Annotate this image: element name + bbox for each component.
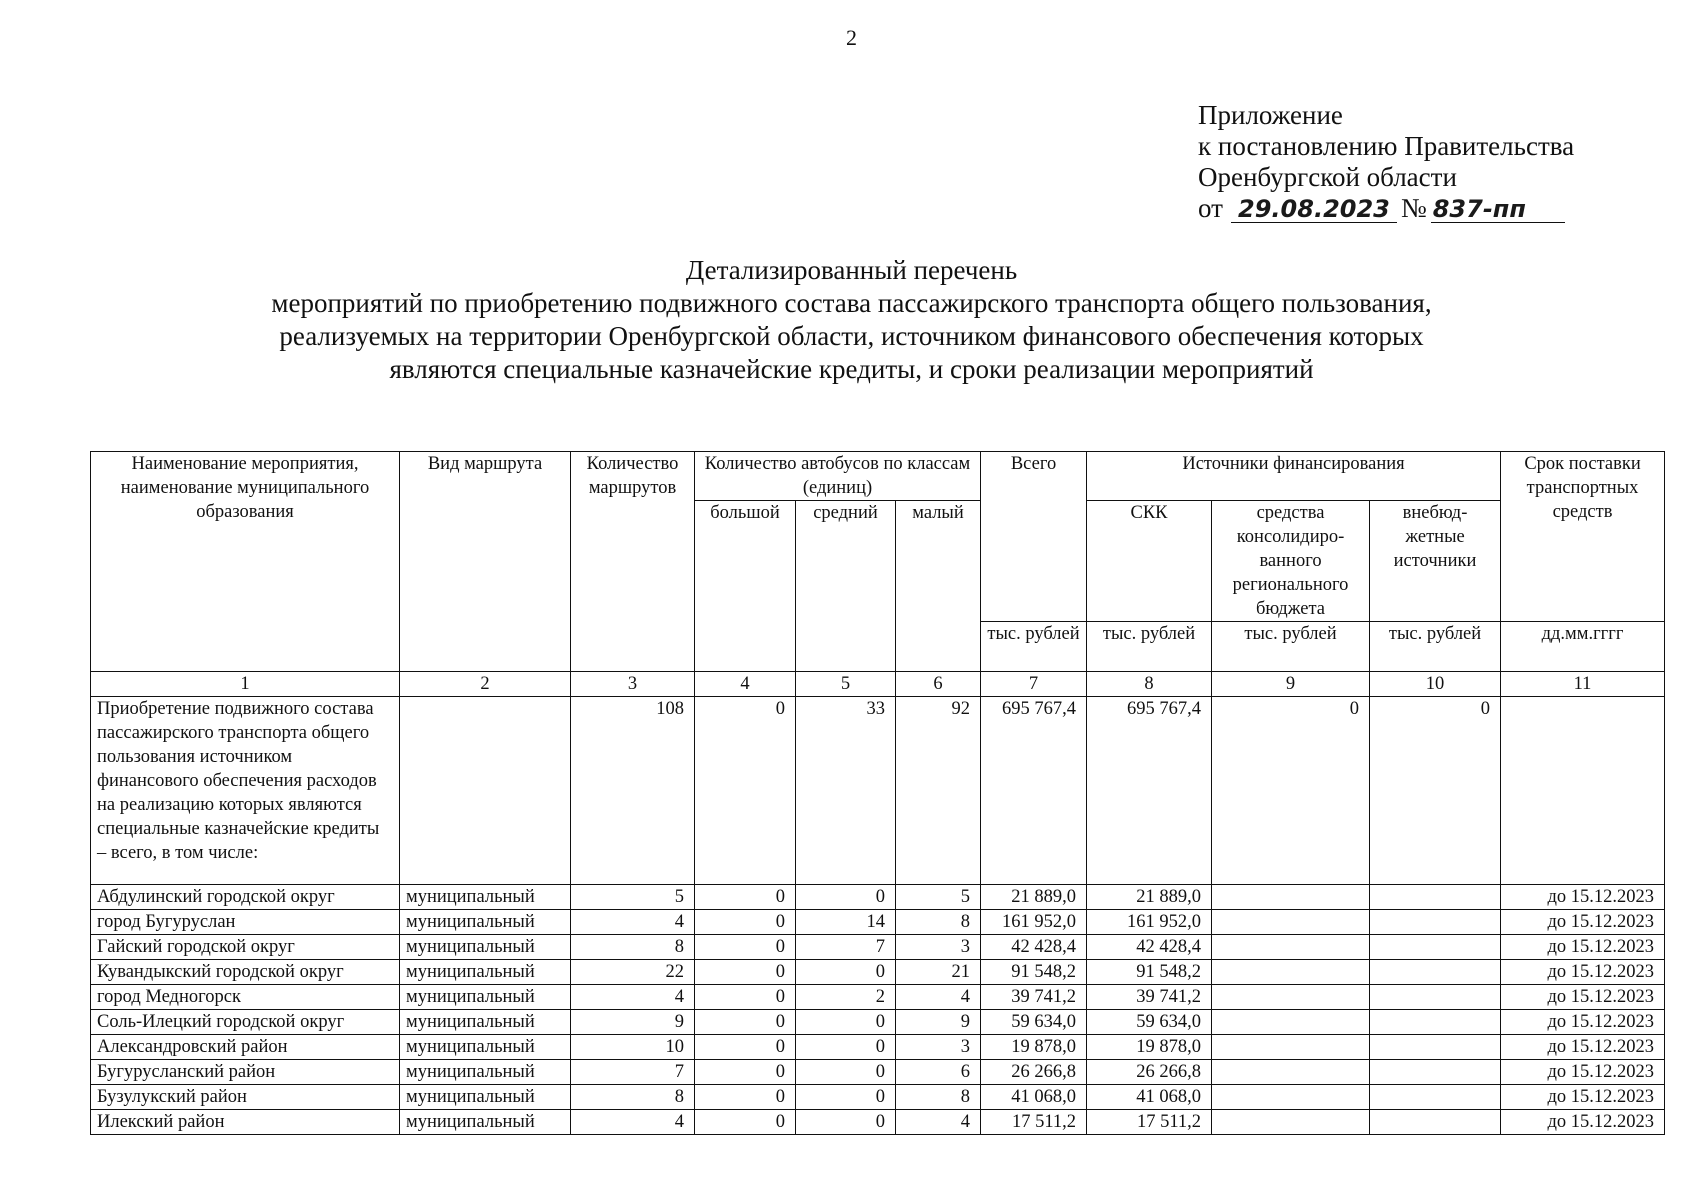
header-small: малый — [896, 501, 981, 672]
row-routes: 22 — [571, 960, 695, 985]
row-skk: 39 741,2 — [1087, 985, 1212, 1010]
table-row — [91, 985, 1665, 1010]
resolution-date: 29.08.2023 — [1231, 196, 1397, 223]
row-medium: 2 — [796, 985, 896, 1010]
row-large: 0 — [695, 960, 796, 985]
row-large: 0 — [695, 985, 796, 1010]
row-name: город Бугуруслан — [91, 910, 400, 935]
total-row — [91, 697, 1665, 885]
total-route-type — [400, 697, 571, 885]
column-number: 8 — [1087, 672, 1212, 697]
header-consolidated: средства консолидиро-ванного регионального бюджета — [1212, 501, 1370, 622]
row-consolidated — [1212, 960, 1370, 985]
column-number: 5 — [796, 672, 896, 697]
row-total: 26 266,8 — [981, 1060, 1087, 1085]
row-total: 91 548,2 — [981, 960, 1087, 985]
row-extrabudget — [1370, 985, 1501, 1010]
row-small: 4 — [896, 1110, 981, 1135]
row-consolidated — [1212, 910, 1370, 935]
row-delivery: до 15.12.2023 — [1501, 960, 1665, 985]
row-total: 59 634,0 — [981, 1010, 1087, 1035]
title-line-1: Детализированный перечень — [685, 255, 1018, 285]
row-consolidated — [1212, 885, 1370, 910]
column-number: 2 — [400, 672, 571, 697]
row-total: 41 068,0 — [981, 1085, 1087, 1110]
row-routes: 7 — [571, 1060, 695, 1085]
row-extrabudget — [1370, 960, 1501, 985]
column-number: 11 — [1501, 672, 1665, 697]
row-name: Гайский городской округ — [91, 935, 400, 960]
row-extrabudget — [1370, 1010, 1501, 1035]
row-name: Соль-Илецкий городской округ — [91, 1010, 400, 1035]
title-line-3: реализуемых на территории Оренбургской области, источником финансового обеспечения которых — [279, 321, 1424, 351]
row-route-type: муниципальный — [400, 935, 571, 960]
total-skk: 695 767,4 — [1087, 697, 1212, 885]
row-name: Бугурусланский район — [91, 1060, 400, 1085]
row-name: Бузулукский район — [91, 1085, 400, 1110]
total-large: 0 — [695, 697, 796, 885]
column-number: 6 — [896, 672, 981, 697]
row-medium: 0 — [796, 1035, 896, 1060]
total-sum: 695 767,4 — [981, 697, 1087, 885]
row-route-type: муниципальный — [400, 985, 571, 1010]
appendix-block — [1198, 100, 1574, 224]
title-line-4: являются специальные казначейские кредиты, и сроки реализации мероприятий — [389, 354, 1314, 384]
row-consolidated — [1212, 1010, 1370, 1035]
table-row — [91, 910, 1665, 935]
row-small: 5 — [896, 885, 981, 910]
row-name: Кувандыкский городской округ — [91, 960, 400, 985]
unit-total: тыс. рублей — [981, 622, 1087, 672]
total-consolidated: 0 — [1212, 697, 1370, 885]
total-medium: 33 — [796, 697, 896, 885]
table-row — [91, 935, 1665, 960]
row-extrabudget — [1370, 910, 1501, 935]
row-consolidated — [1212, 985, 1370, 1010]
row-routes: 8 — [571, 935, 695, 960]
header-route-type: Вид маршрута — [400, 452, 571, 672]
row-small: 6 — [896, 1060, 981, 1085]
row-small: 8 — [896, 910, 981, 935]
row-extrabudget — [1370, 1060, 1501, 1085]
row-delivery: до 15.12.2023 — [1501, 1035, 1665, 1060]
row-total: 19 878,0 — [981, 1035, 1087, 1060]
document-title — [0, 254, 1703, 386]
row-skk: 42 428,4 — [1087, 935, 1212, 960]
row-large: 0 — [695, 1085, 796, 1110]
row-skk: 59 634,0 — [1087, 1010, 1212, 1035]
row-small: 21 — [896, 960, 981, 985]
row-large: 0 — [695, 935, 796, 960]
row-large: 0 — [695, 1060, 796, 1085]
row-route-type: муниципальный — [400, 1035, 571, 1060]
row-consolidated — [1212, 1085, 1370, 1110]
title-line-2: мероприятий по приобретению подвижного состава пассажирского транспорта общего пользования, — [271, 288, 1432, 318]
row-delivery: до 15.12.2023 — [1501, 985, 1665, 1010]
header-skk: СКК — [1087, 501, 1212, 622]
row-small: 4 — [896, 985, 981, 1010]
row-route-type: муниципальный — [400, 1060, 571, 1085]
row-skk: 161 952,0 — [1087, 910, 1212, 935]
activities-table — [90, 451, 1665, 1135]
header-buses-by-class: Количество автобусов по классам (единиц) — [695, 452, 981, 501]
row-route-type: муниципальный — [400, 910, 571, 935]
row-routes: 10 — [571, 1035, 695, 1060]
table-row — [91, 960, 1665, 985]
row-skk: 19 878,0 — [1087, 1035, 1212, 1060]
header-extrabudget: внебюд-жетные источники — [1370, 501, 1501, 622]
header-sources: Источники финансирования — [1087, 452, 1501, 501]
column-number: 10 — [1370, 672, 1501, 697]
row-medium: 0 — [796, 1085, 896, 1110]
table-row — [91, 1085, 1665, 1110]
table-row — [91, 1010, 1665, 1035]
unit-extrabudget: тыс. рублей — [1370, 622, 1501, 672]
column-number: 3 — [571, 672, 695, 697]
number-label: № — [1400, 193, 1427, 223]
header-name: Наименование мероприятия, наименование муниципального образования — [91, 452, 400, 672]
table-row — [91, 1060, 1665, 1085]
appendix-line-2: к постановлению Правительства — [1198, 131, 1575, 161]
row-delivery: до 15.12.2023 — [1501, 910, 1665, 935]
column-number: 7 — [981, 672, 1087, 697]
row-skk: 41 068,0 — [1087, 1085, 1212, 1110]
row-total: 17 511,2 — [981, 1110, 1087, 1135]
row-medium: 0 — [796, 885, 896, 910]
row-skk: 21 889,0 — [1087, 885, 1212, 910]
row-medium: 0 — [796, 1060, 896, 1085]
row-medium: 0 — [796, 1110, 896, 1135]
row-medium: 0 — [796, 960, 896, 985]
column-number: 1 — [91, 672, 400, 697]
from-label: от — [1198, 193, 1223, 223]
row-total: 21 889,0 — [981, 885, 1087, 910]
row-large: 0 — [695, 1010, 796, 1035]
row-extrabudget — [1370, 885, 1501, 910]
row-name: Илекский район — [91, 1110, 400, 1135]
appendix-line-4 — [1198, 193, 1574, 224]
row-small: 3 — [896, 1035, 981, 1060]
row-consolidated — [1212, 1060, 1370, 1085]
row-total: 161 952,0 — [981, 910, 1087, 935]
row-delivery: до 15.12.2023 — [1501, 1110, 1665, 1135]
row-extrabudget — [1370, 1085, 1501, 1110]
row-large: 0 — [695, 885, 796, 910]
row-route-type: муниципальный — [400, 1110, 571, 1135]
unit-skk: тыс. рублей — [1087, 622, 1212, 672]
row-total: 39 741,2 — [981, 985, 1087, 1010]
row-name: город Медногорск — [91, 985, 400, 1010]
table-row — [91, 885, 1665, 910]
row-route-type: муниципальный — [400, 960, 571, 985]
row-routes: 9 — [571, 1010, 695, 1035]
resolution-number: 837-пп — [1431, 196, 1565, 223]
row-routes: 4 — [571, 1110, 695, 1135]
row-extrabudget — [1370, 1035, 1501, 1060]
header-routes-count: Количество маршрутов — [571, 452, 695, 672]
row-route-type: муниципальный — [400, 1085, 571, 1110]
page-number: 2 — [846, 25, 857, 50]
row-skk: 26 266,8 — [1087, 1060, 1212, 1085]
row-name: Абдулинский городской округ — [91, 885, 400, 910]
table-body — [91, 672, 1665, 1135]
row-small: 9 — [896, 1010, 981, 1035]
appendix-line-3: Оренбургской области — [1198, 162, 1457, 192]
total-extrabudget: 0 — [1370, 697, 1501, 885]
row-extrabudget — [1370, 1110, 1501, 1135]
row-delivery: до 15.12.2023 — [1501, 935, 1665, 960]
row-route-type: муниципальный — [400, 1010, 571, 1035]
table-row — [91, 1110, 1665, 1135]
row-route-type: муниципальный — [400, 885, 571, 910]
unit-date: дд.мм.гггг — [1501, 622, 1665, 672]
total-name: Приобретение подвижного состава пассажирского транспорта общего пользования источником финансового обеспечения расходов на реализацию которых являются специальные казначейские кредиты – всего, в том числе: — [91, 697, 400, 885]
column-number: 4 — [695, 672, 796, 697]
row-skk: 17 511,2 — [1087, 1110, 1212, 1135]
row-large: 0 — [695, 1035, 796, 1060]
row-delivery: до 15.12.2023 — [1501, 1085, 1665, 1110]
row-medium: 0 — [796, 1010, 896, 1035]
row-large: 0 — [695, 1110, 796, 1135]
row-delivery: до 15.12.2023 — [1501, 885, 1665, 910]
row-consolidated — [1212, 1110, 1370, 1135]
total-small: 92 — [896, 697, 981, 885]
row-routes: 5 — [571, 885, 695, 910]
row-routes: 4 — [571, 910, 695, 935]
column-numbers-row — [91, 672, 1665, 697]
row-delivery: до 15.12.2023 — [1501, 1010, 1665, 1035]
row-medium: 14 — [796, 910, 896, 935]
header-large: большой — [695, 501, 796, 672]
row-consolidated — [1212, 1035, 1370, 1060]
header-medium: средний — [796, 501, 896, 672]
header-total: Всего — [981, 452, 1087, 622]
appendix-line-1: Приложение — [1198, 100, 1343, 130]
row-extrabudget — [1370, 935, 1501, 960]
column-number: 9 — [1212, 672, 1370, 697]
table-row — [91, 1035, 1665, 1060]
row-total: 42 428,4 — [981, 935, 1087, 960]
row-delivery: до 15.12.2023 — [1501, 1060, 1665, 1085]
row-small: 8 — [896, 1085, 981, 1110]
total-delivery — [1501, 697, 1665, 885]
row-medium: 7 — [796, 935, 896, 960]
unit-consolidated: тыс. рублей — [1212, 622, 1370, 672]
row-consolidated — [1212, 935, 1370, 960]
row-routes: 8 — [571, 1085, 695, 1110]
total-routes: 108 — [571, 697, 695, 885]
row-routes: 4 — [571, 985, 695, 1010]
header-delivery: Срок поставки транспортных средств — [1501, 452, 1665, 622]
row-large: 0 — [695, 910, 796, 935]
row-skk: 91 548,2 — [1087, 960, 1212, 985]
row-name: Александровский район — [91, 1035, 400, 1060]
row-small: 3 — [896, 935, 981, 960]
